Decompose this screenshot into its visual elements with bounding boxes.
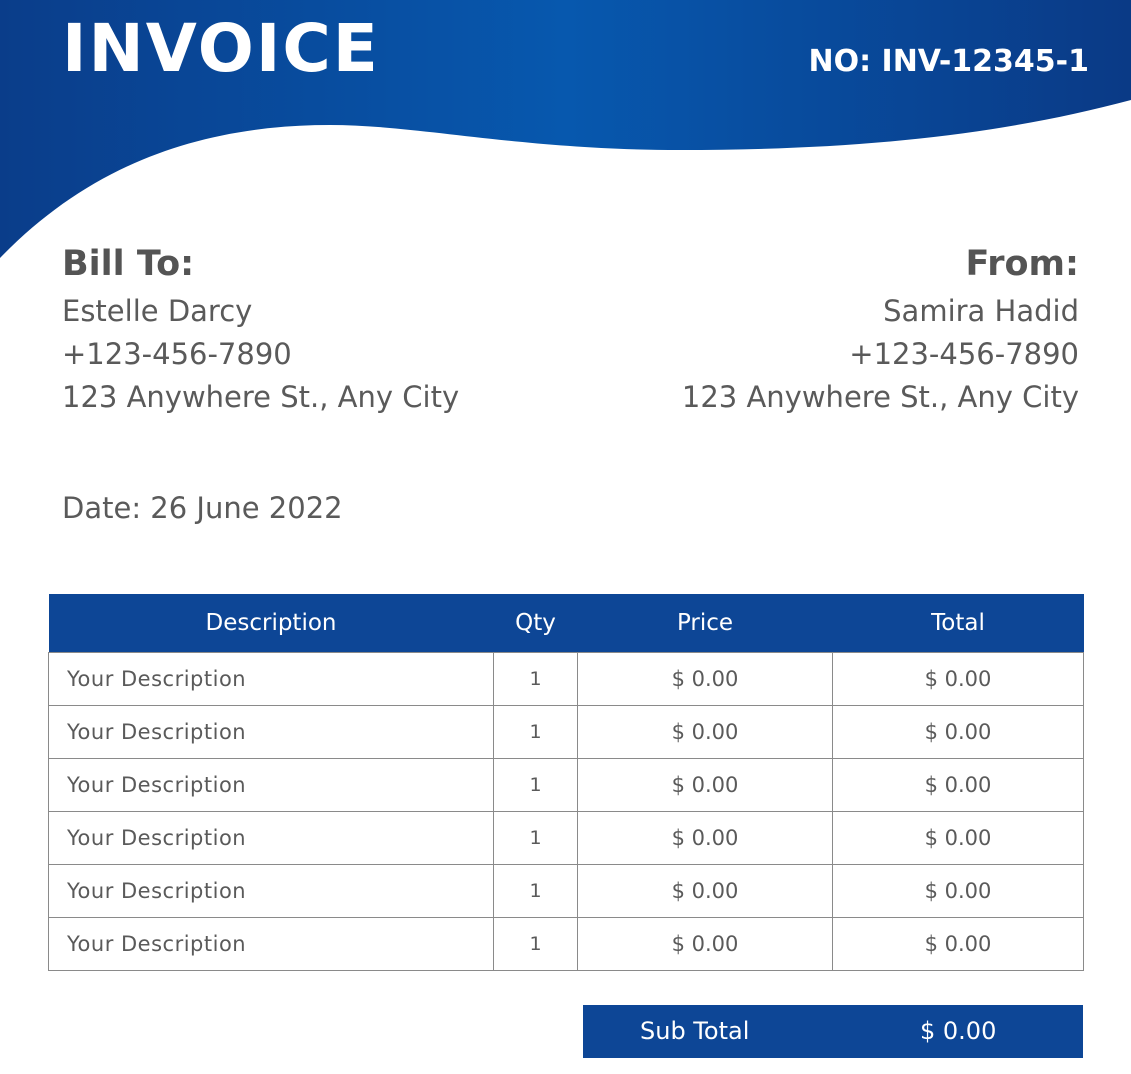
row-total: $ 0.00 — [833, 865, 1084, 918]
column-header-total: Total — [833, 594, 1084, 653]
row-total: $ 0.00 — [833, 812, 1084, 865]
row-price: $ 0.00 — [578, 706, 833, 759]
invoice-date: Date: 26 June 2022 — [62, 491, 343, 525]
from-heading: From: — [965, 244, 1079, 284]
bill-to-address: 123 Anywhere St., Any City — [62, 380, 460, 414]
bill-to-name: Estelle Darcy — [62, 294, 253, 328]
row-price: $ 0.00 — [578, 759, 833, 812]
invoice-number: NO: INV-12345-1 — [808, 44, 1089, 79]
row-description: Your Description — [49, 812, 494, 865]
from-address: 123 Anywhere St., Any City — [681, 380, 1079, 414]
row-qty: 1 — [494, 759, 578, 812]
row-description: Your Description — [49, 759, 494, 812]
column-header-description: Description — [49, 594, 494, 653]
column-header-qty: Qty — [494, 594, 578, 653]
table-row — [49, 865, 1084, 918]
row-price: $ 0.00 — [578, 918, 833, 971]
column-header-price: Price — [578, 594, 833, 653]
bill-to-section — [62, 240, 459, 419]
row-total: $ 0.00 — [833, 918, 1084, 971]
row-qty: 1 — [494, 918, 578, 971]
row-price: $ 0.00 — [578, 812, 833, 865]
bill-to-heading: Bill To: — [62, 244, 195, 284]
subtotal-bar — [583, 1005, 1083, 1058]
subtotal-label: Sub Total — [640, 1017, 750, 1045]
row-total: $ 0.00 — [833, 759, 1084, 812]
subtotal-value: $ 0.00 — [920, 1017, 997, 1045]
row-description: Your Description — [49, 918, 494, 971]
from-phone: +123-456-7890 — [849, 337, 1079, 371]
row-description: Your Description — [49, 865, 494, 918]
from-name: Samira Hadid — [883, 294, 1079, 328]
table-row — [49, 812, 1084, 865]
table-row — [49, 918, 1084, 971]
row-price: $ 0.00 — [578, 865, 833, 918]
row-description: Your Description — [49, 653, 494, 706]
table-row — [49, 706, 1084, 759]
row-qty: 1 — [494, 812, 578, 865]
table-header-row — [49, 594, 1084, 653]
bill-to-phone: +123-456-7890 — [62, 337, 292, 371]
row-qty: 1 — [494, 865, 578, 918]
row-description: Your Description — [49, 706, 494, 759]
from-section — [682, 240, 1079, 419]
row-total: $ 0.00 — [833, 706, 1084, 759]
row-qty: 1 — [494, 653, 578, 706]
items-table — [48, 594, 1084, 971]
table-row — [49, 759, 1084, 812]
table-row — [49, 653, 1084, 706]
row-qty: 1 — [494, 706, 578, 759]
row-price: $ 0.00 — [578, 653, 833, 706]
row-total: $ 0.00 — [833, 653, 1084, 706]
invoice-title: INVOICE — [62, 10, 380, 87]
